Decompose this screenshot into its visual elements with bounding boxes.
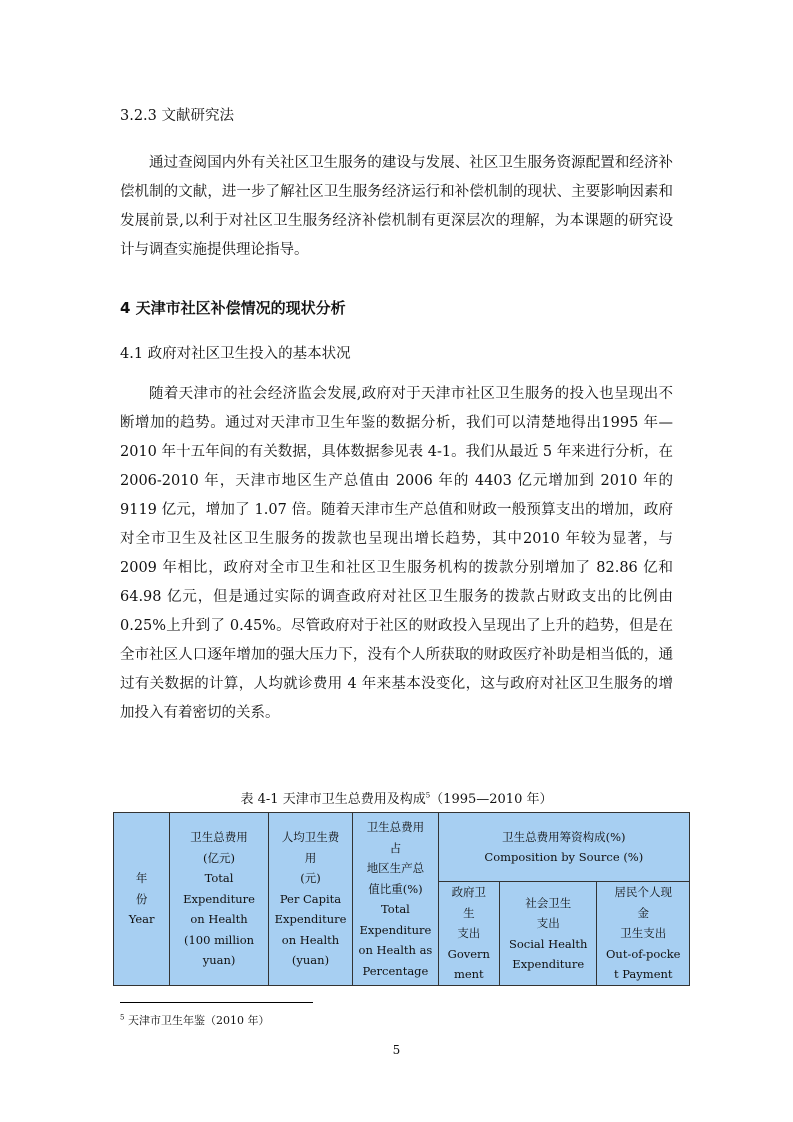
paragraph-literature-method: 通过查阅国内外有关社区卫生服务的建设与发展、社区卫生服务资源配置和经济补偿机制的文献，进一步了解社区卫生服务经济运行和补偿机制的现状、主要影响因素和发展前景,以利于对社区卫生服务经济补偿机制有更深层次的理解，为本课题的研究设计与调查实施提供理论指导。 <box>120 155 673 258</box>
header-line: 生 <box>463 905 475 920</box>
header-line: on Health <box>190 912 248 927</box>
header-line: on Health as <box>358 943 433 957</box>
header-line: Govern <box>447 946 490 961</box>
header-line: 金 <box>637 905 649 920</box>
footnote: $^5$ 天津市卫生年鉴（2010 年） <box>120 1013 270 1027</box>
header-line: Percentage <box>362 963 429 978</box>
header-social-expenditure <box>499 882 597 986</box>
header-line: ment <box>453 967 484 982</box>
chapter-heading: 4 天津市社区补偿情况的现状分析 <box>120 299 346 317</box>
header-line: (yuan) <box>291 953 330 968</box>
header-line: 份 <box>135 891 148 906</box>
header-line: yuan) <box>202 953 236 968</box>
header-line: 地区生产总 <box>366 861 425 875</box>
table-caption-footnote-ref: 5 <box>425 791 431 800</box>
header-line: Expenditure <box>512 957 585 971</box>
header-line: 社会卫生 <box>525 895 572 910</box>
paragraph-government-investment: 随着天津市的社会经济监会发展,政府对于天津市社区卫生服务的投入也呈现出不断增加的趋势。通过对天津市卫生年鉴的数据分析，我们可以清楚地得出1995 年—2010 年十五年间的有关数据，具体数据参见表 4-1。我们从最近 5 年来进行分析，在 2006-2010 年，天津市地区生产总值由 2006 年的 4403 亿元增加到 2010 年的 9119 亿元，增加了 1.07 倍。随着天津市生产总值和财政一般预算支出的增加，政府对全市卫生及社区卫生服务的拨款也呈现出增长趋势，其中2010 年较为显著，与 2009 年相比，政府对全市卫生和社区卫生服务机构的拨款分别增加了 82.86 亿和 64.98 亿元，但是通过实际的调查政府对社区卫生服务的拨款占财政支出的比例由 0.25%上升到了 0.45%。尽管政府对于社区的财政投入呈现出了上升的趋势，但是在全市社区人口逐年增加的强大压力下，没有个人所获取的财政医疗补助是相当低的，通过有关数据的计算，人均就诊费用 4 年来基本没变化，这与政府对社区卫生服务的增加投入有着密切的关系。 <box>120 386 673 721</box>
header-line: 卫生总费用筹资构成(%) <box>502 829 626 844</box>
subsection-heading: 4.1 政府对社区卫生投入的基本状况 <box>120 346 351 362</box>
header-total-expenditure <box>170 813 269 986</box>
header-line: Expenditure <box>183 891 255 906</box>
header-line: on Health <box>281 932 340 947</box>
section-heading: 3.2.3 文献研究法 <box>120 108 235 124</box>
header-line: Year <box>128 912 155 927</box>
table-caption: 表 4-1 天津市卫生总费用及构成$^5$（1995—2010 年） <box>240 791 553 807</box>
header-line: 占 <box>389 840 402 855</box>
page-number: 5 <box>392 1043 401 1057</box>
header-per-capita <box>268 813 352 986</box>
header-line: (100 million <box>184 932 255 947</box>
header-line: Total <box>381 902 410 916</box>
health-expenditure-table <box>113 812 690 986</box>
header-line: 人均卫生费 <box>281 830 340 845</box>
header-line: (亿元) <box>203 850 236 865</box>
header-composition <box>438 813 689 882</box>
header-out-of-pocket <box>597 882 690 986</box>
header-government-expenditure <box>438 882 499 986</box>
footnote-marker: 5 <box>120 1013 125 1022</box>
footnote-divider <box>120 1002 313 1003</box>
header-line: 卫生支出 <box>620 926 667 941</box>
header-line: 用 <box>304 850 317 865</box>
header-line: 支出 <box>457 926 481 941</box>
header-year <box>114 813 170 986</box>
header-line: 值比重(%) <box>368 881 423 896</box>
header-line: Out-of-pocke <box>605 946 681 961</box>
header-line: Total <box>204 871 234 886</box>
header-line: t Payment <box>613 967 673 982</box>
header-line: 政府卫 <box>451 885 487 900</box>
header-line: Expenditure <box>359 922 432 937</box>
header-line: 卫生总费用 <box>190 830 248 845</box>
header-line: 居民个人现 <box>614 885 672 900</box>
header-line: (元) <box>300 871 321 886</box>
header-line: Composition by Source (%) <box>484 850 644 864</box>
header-line: Social Health <box>508 936 588 951</box>
header-percentage-gdp <box>353 813 438 986</box>
header-line: Expenditure <box>274 912 347 927</box>
header-line: 卫生总费用 <box>366 820 425 834</box>
header-line: Per Capita <box>279 891 342 906</box>
header-line: 支出 <box>536 916 560 930</box>
header-line: 年 <box>135 871 148 886</box>
